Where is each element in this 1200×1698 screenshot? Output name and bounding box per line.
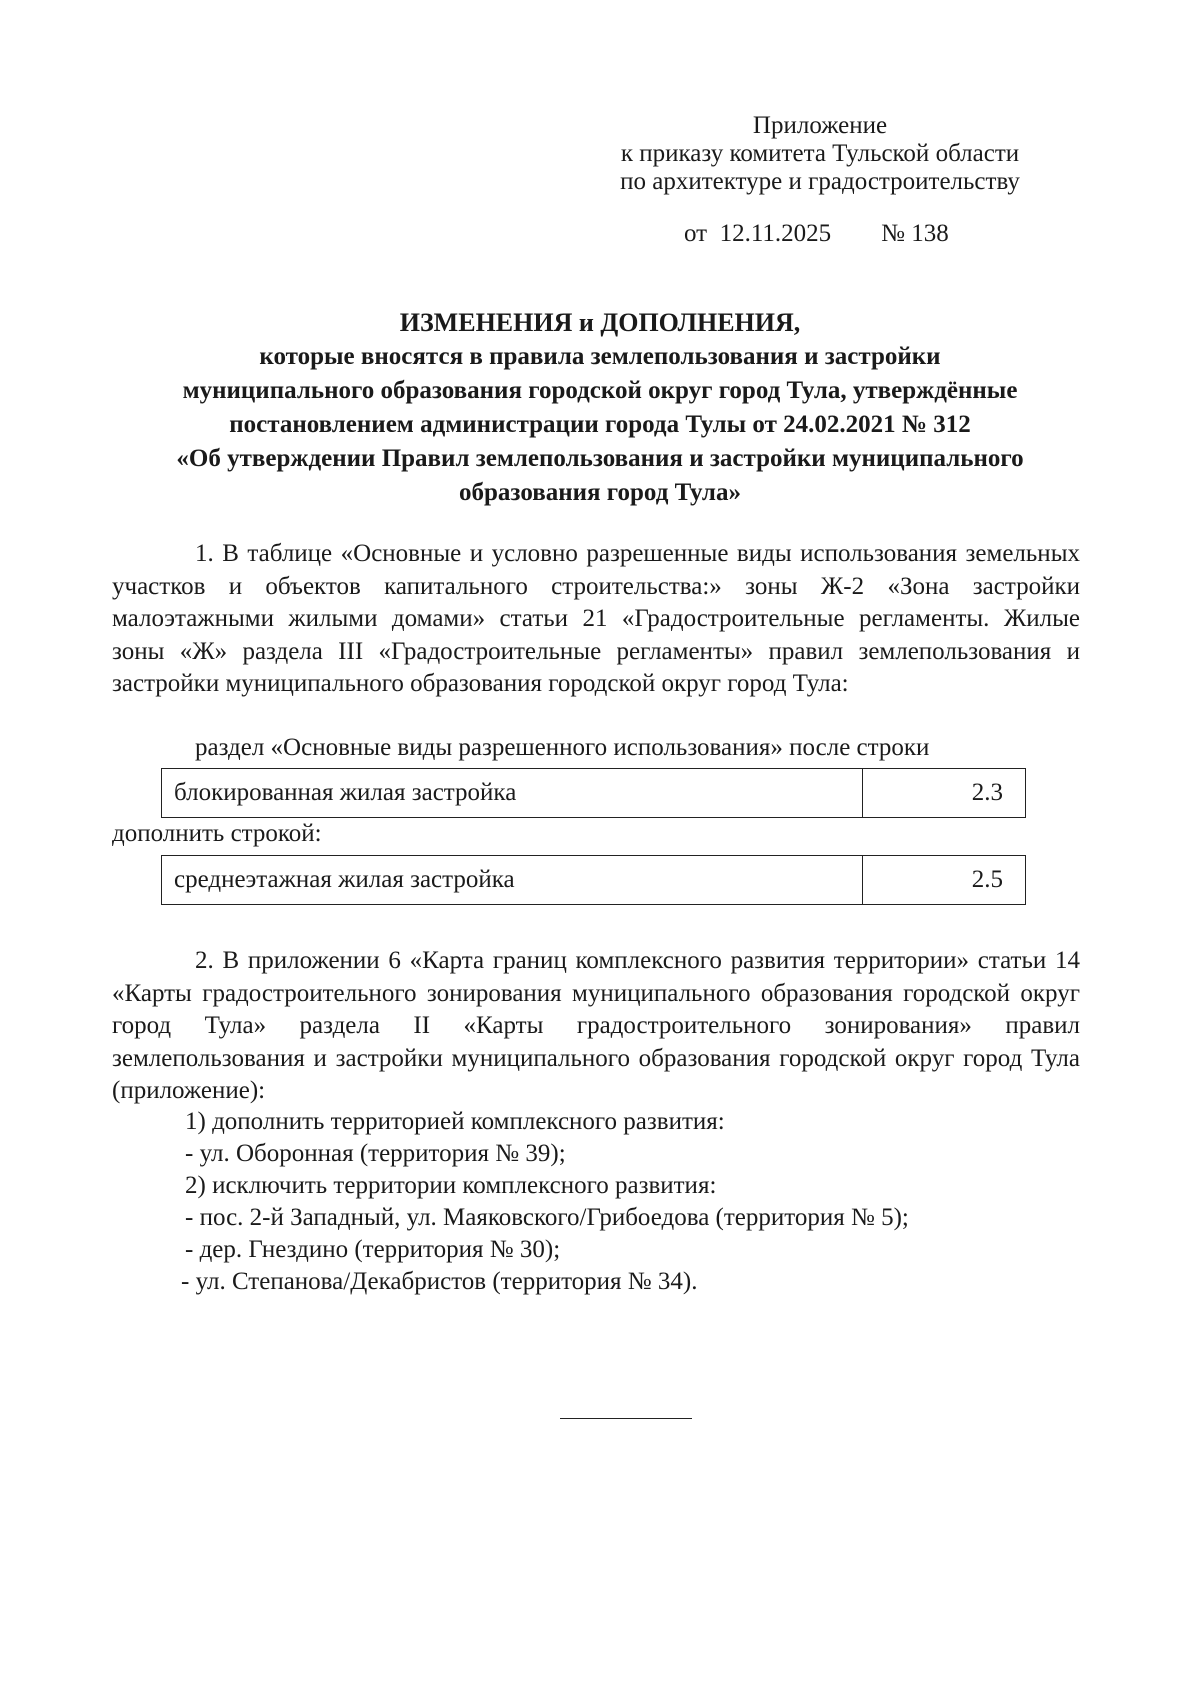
title-line: образования город Тула» xyxy=(459,479,741,506)
title-caps: ИЗМЕНЕНИЯ и ДОПОЛНЕНИЯ, xyxy=(399,308,801,337)
row-code: 2.5 xyxy=(863,856,1026,905)
title-line: «Об утверждении Правил землепользования и застройки муниципального xyxy=(176,445,1024,472)
section-1-add-text: дополнить строкой: xyxy=(112,820,322,847)
title-line: постановлением администрации города Тулы от 24.02.2021 № 312 xyxy=(229,411,971,438)
attachment-committee: по архитектуре и градостроительству xyxy=(620,168,1020,195)
list-item: 2) исключить территории комплексного развития: xyxy=(185,1172,717,1199)
section-1-paragraph: 1. В таблице «Основные и условно разрешенные виды использования земельных участков и объектов капитального строительства:» зоны Ж-2 «Зона застройки малоэтажными жилыми домами» статьи 21 «Градостроительные регламенты. Жилые зоны «Ж» раздела III «Градостроительные регламенты» правил землепользования и застройки муниципального образования городской округ город Тула: xyxy=(112,540,1080,697)
list-item: - ул. Оборонная (территория № 39); xyxy=(185,1140,566,1167)
existing-row-table xyxy=(161,768,1026,818)
list-item: - ул. Степанова/Декабристов (территория № 34). xyxy=(181,1268,698,1295)
row-name: блокированная жилая застройка xyxy=(162,769,863,818)
attachment-header xyxy=(560,112,1080,196)
list-item: - пос. 2-й Западный, ул. Маяковского/Грибоедова (территория № 5); xyxy=(185,1204,909,1231)
list-item: 1) дополнить территорией комплексного развития: xyxy=(185,1108,725,1135)
list-item: - дер. Гнездино (территория № 30); xyxy=(185,1236,561,1263)
title-line: которые вносятся в правила землепользования и застройки xyxy=(259,343,941,370)
row-code: 2.3 xyxy=(863,769,1026,818)
table-row xyxy=(162,856,1026,905)
title-line: муниципального образования городской округ город Тула, утверждённые xyxy=(182,377,1018,404)
attachment-order-ref: к приказу комитета Тульской области xyxy=(620,140,1020,167)
attachment-label: Приложение xyxy=(752,112,888,139)
order-date-number: от 12.11.2025 № 138 xyxy=(684,220,949,247)
table-row xyxy=(162,769,1026,818)
section-1-after-row-text: раздел «Основные виды разрешенного использования» после строки xyxy=(195,734,930,761)
row-name: среднеэтажная жилая застройка xyxy=(162,856,863,905)
end-divider xyxy=(560,1418,692,1419)
document-title xyxy=(95,306,1105,510)
section-2-paragraph: 2. В приложении 6 «Карта границ комплексного развития территории» статьи 14 «Карты градостроительного зонирования муниципального образования городской округ город Тула» раздела II «Карты градостроительного зонирования» правил землепользования и застройки муниципального образования городской округ город Тула (приложение): xyxy=(112,947,1080,1104)
section-2-list xyxy=(181,1106,1085,1298)
new-row-table xyxy=(161,855,1026,905)
